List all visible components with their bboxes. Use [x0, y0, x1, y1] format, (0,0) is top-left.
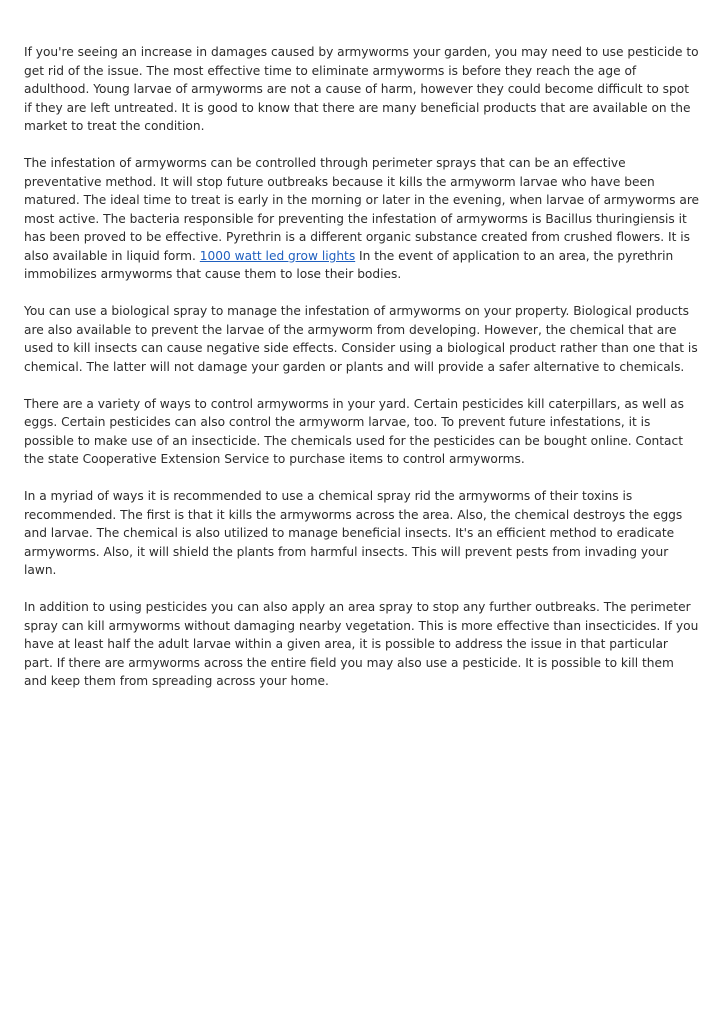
paragraph-1: If you're seeing an increase in damages caused by armyworms your garden, you may need to use pesticide to get rid of the issue. The most effective time to eliminate armyworms is before they reach the age of adulthood. Young larvae of armyworms are not a cause of harm, however they could become difficult to spot if they are left untreated. It is good to know that there are many beneficial products that are available on the market to treat the condition. [24, 45, 699, 133]
paragraph-4: There are a variety of ways to control armyworms in your yard. Certain pesticides kill caterpillars, as well as eggs. Certain pesticides can also control the armyworm larvae, too. To prevent future infestations, it is possible to make use of an insecticide. The chemicals used for the pesticides can be bought online. Contact the state Cooperative Extension Service to purchase items to control armyworms. [24, 396, 684, 466]
paragraph-2-text-before: The infestation of armyworms can be controlled through perimeter sprays that can be an effective preventative method. It will stop future outbreaks because it kills the armyworm larvae who have been matured. The ideal time to treat is early in the morning or later in the evening, when larvae of armyworms are most active. The bacteria responsible for preventing the infestation of armyworms is Bacillus thuringiensis it has been proved to be effective. Pyrethrin is a different organic substance created from crushed flowers. It is also available in liquid form. [24, 156, 700, 263]
paragraph-2-text-after: In the event of application to an area, the pyrethrin immobilizes armyworms that cause them to lose their bodies. [24, 248, 674, 281]
paragraph-5: In a myriad of ways it is recommended to use a chemical spray rid the armyworms of their toxins is recommended. The first is that it kills the armyworms across the area. Also, the chemical destroys the eggs and larvae. The chemical is also utilized to manage beneficial insects. It's an efficient method to eradicate armyworms. Also, it will shield the plants from harmful insects. This will prevent pests from invading your lawn. [24, 489, 683, 577]
paragraph-6: In addition to using pesticides you can also apply an area spray to stop any further outbreaks. The perimeter spray can kill armyworms without damaging nearby vegetation. This is more effective than insecticides. If you have at least half the adult larvae within a given area, it is possible to address the issue in that particular part. If there are armyworms across the entire field you may also use a pesticide. It is possible to kill them and keep them from spreading across your home. [24, 600, 699, 688]
paragraph-3: You can use a biological spray to manage the infestation of armyworms on your property. Biological products are also available to prevent the larvae of the armyworm from developing. However, the chemical that are used to kill insects can cause negative side effects. Consider using a biological product rather than one that is chemical. The latter will not damage your garden or plants and will provide a safer alternative to chemicals. [24, 304, 698, 374]
grow-lights-link[interactable]: 1000 watt led grow lights [199, 248, 356, 263]
paragraph-2 [24, 154, 700, 284]
article-body [24, 43, 700, 709]
